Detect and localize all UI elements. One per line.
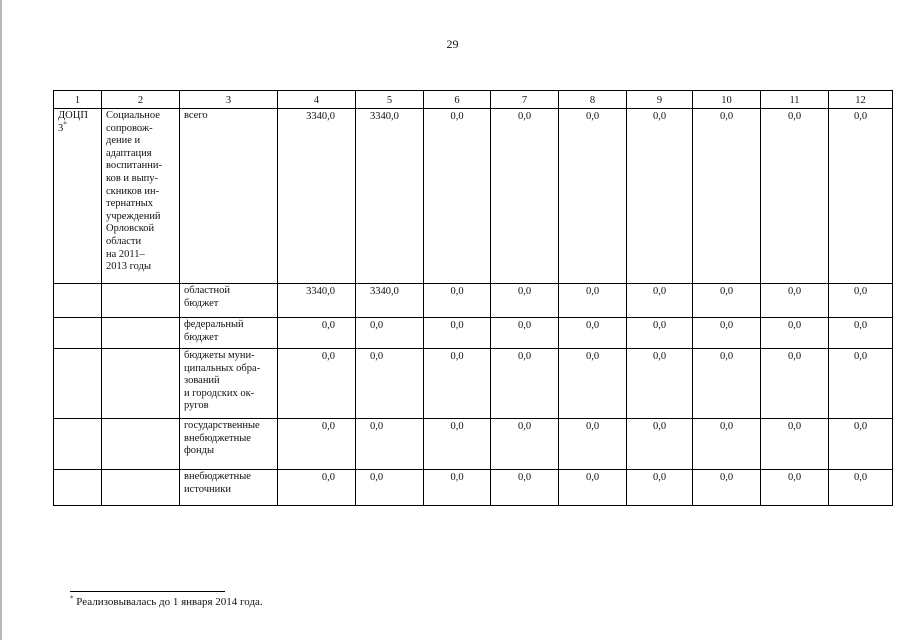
footnote-text: Реализовывалась до 1 января 2014 года. xyxy=(76,596,263,608)
value-cell-col-5: 0,0 xyxy=(356,419,424,470)
funding-source-line: внебюджетные xyxy=(184,432,251,444)
funding-source-line: ругов xyxy=(184,400,209,412)
column-header-5: 5 xyxy=(356,91,424,109)
value-cell-col-9: 0,0 xyxy=(627,470,693,506)
value-cell-col-8: 0,0 xyxy=(559,470,627,506)
program-name-line: учреждений xyxy=(106,210,161,222)
funding-source-cell xyxy=(180,470,278,506)
program-name-line: на 2011– xyxy=(106,248,145,260)
value-cell-col-9: 0,0 xyxy=(627,109,693,284)
value-cell-col-4: 3340,0 xyxy=(278,284,356,318)
value-cell-col-12: 0,0 xyxy=(829,109,893,284)
value-cell-col-12: 0,0 xyxy=(829,284,893,318)
funding-source-line: всего xyxy=(184,110,208,121)
column-header-2: 2 xyxy=(102,91,180,109)
value-cell-col-5: 0,0 xyxy=(356,470,424,506)
program-name-cell xyxy=(102,109,180,284)
program-name-line: Орловской xyxy=(106,223,155,235)
funding-source-line: и городских ок- xyxy=(184,387,255,399)
program-code-cell xyxy=(54,419,102,470)
value-cell-col-8: 0,0 xyxy=(559,349,627,419)
value-cell-col-10: 0,0 xyxy=(693,284,761,318)
program-name-cell xyxy=(102,318,180,349)
funding-source-cell xyxy=(180,284,278,318)
scan-edge-line xyxy=(0,0,2,640)
value-cell-col-4: 0,0 xyxy=(278,349,356,419)
funding-source-line: федеральный xyxy=(184,319,244,330)
header-row xyxy=(54,91,893,109)
value-cell-col-6: 0,0 xyxy=(424,284,491,318)
program-name-line: воспитанни- xyxy=(106,160,163,172)
value-cell-col-6: 0,0 xyxy=(424,419,491,470)
value-cell-col-11: 0,0 xyxy=(761,318,829,349)
value-cell-col-12: 0,0 xyxy=(829,419,893,470)
value-cell-col-10: 0,0 xyxy=(693,349,761,419)
value-cell-col-9: 0,0 xyxy=(627,284,693,318)
value-cell-col-7: 0,0 xyxy=(491,419,559,470)
column-header-9: 9 xyxy=(627,91,693,109)
program-code: ДОЦП 3 xyxy=(58,110,88,134)
column-header-6: 6 xyxy=(424,91,491,109)
value-cell-col-11: 0,0 xyxy=(761,470,829,506)
column-header-12: 12 xyxy=(829,91,893,109)
footnote-separator xyxy=(70,591,225,592)
funding-source-line: государственные xyxy=(184,420,260,431)
program-code-cell xyxy=(54,318,102,349)
value-cell-col-8: 0,0 xyxy=(559,318,627,349)
program-name-line: дение и xyxy=(106,135,141,147)
program-name-line: тернатных xyxy=(106,198,154,210)
value-cell-col-5: 3340,0 xyxy=(356,109,424,284)
row-federal-budget xyxy=(54,318,893,349)
program-code-cell xyxy=(54,109,102,284)
program-code-cell xyxy=(54,349,102,419)
value-cell-col-5: 0,0 xyxy=(356,349,424,419)
value-cell-col-10: 0,0 xyxy=(693,318,761,349)
value-cell-col-4: 0,0 xyxy=(278,470,356,506)
column-header-10: 10 xyxy=(693,91,761,109)
value-cell-col-6: 0,0 xyxy=(424,470,491,506)
funding-source-cell xyxy=(180,109,278,284)
row-offbudget-sources xyxy=(54,470,893,506)
value-cell-col-5: 3340,0 xyxy=(356,284,424,318)
program-name-line: ков и выпу- xyxy=(106,172,159,184)
value-cell-col-7: 0,0 xyxy=(491,284,559,318)
value-cell-col-9: 0,0 xyxy=(627,318,693,349)
funding-source-line: областной xyxy=(184,285,230,296)
funding-source-cell xyxy=(180,419,278,470)
column-header-3: 3 xyxy=(180,91,278,109)
funding-source-line: бюджет xyxy=(184,297,219,309)
program-name-cell xyxy=(102,349,180,419)
value-cell-col-8: 0,0 xyxy=(559,419,627,470)
program-name-cell xyxy=(102,470,180,506)
value-cell-col-9: 0,0 xyxy=(627,349,693,419)
value-cell-col-11: 0,0 xyxy=(761,349,829,419)
row-state-offbudget-funds xyxy=(54,419,893,470)
footnote-mark: * xyxy=(70,594,74,603)
program-code-cell xyxy=(54,470,102,506)
funding-source-line: внебюджетные xyxy=(184,471,251,482)
value-cell-col-12: 0,0 xyxy=(829,318,893,349)
funding-source-line: зований xyxy=(184,375,220,387)
value-cell-col-8: 0,0 xyxy=(559,109,627,284)
row-total xyxy=(54,109,893,284)
program-name-cell xyxy=(102,284,180,318)
column-header-11: 11 xyxy=(761,91,829,109)
column-header-4: 4 xyxy=(278,91,356,109)
value-cell-col-10: 0,0 xyxy=(693,470,761,506)
funding-source-cell xyxy=(180,349,278,419)
value-cell-col-7: 0,0 xyxy=(491,318,559,349)
funding-source-line: фонды xyxy=(184,445,215,457)
value-cell-col-11: 0,0 xyxy=(761,109,829,284)
value-cell-col-4: 0,0 xyxy=(278,419,356,470)
value-cell-col-8: 0,0 xyxy=(559,284,627,318)
footnote xyxy=(70,596,263,608)
column-header-1: 1 xyxy=(54,91,102,109)
value-cell-col-6: 0,0 xyxy=(424,109,491,284)
program-code-cell xyxy=(54,284,102,318)
row-municipal-budgets xyxy=(54,349,893,419)
value-cell-col-4: 3340,0 xyxy=(278,109,356,284)
value-cell-col-11: 0,0 xyxy=(761,419,829,470)
value-cell-col-4: 0,0 xyxy=(278,318,356,349)
page-number: 29 xyxy=(446,37,459,51)
value-cell-col-6: 0,0 xyxy=(424,318,491,349)
column-header-8: 8 xyxy=(559,91,627,109)
row-regional-budget xyxy=(54,284,893,318)
program-name-line: Социальное xyxy=(106,110,160,121)
program-name-line: 2013 годы xyxy=(106,261,152,273)
column-header-7: 7 xyxy=(491,91,559,109)
value-cell-col-7: 0,0 xyxy=(491,349,559,419)
value-cell-col-7: 0,0 xyxy=(491,109,559,284)
program-name-line: сопровож- xyxy=(106,122,153,134)
value-cell-col-12: 0,0 xyxy=(829,470,893,506)
program-name-line: скников ин- xyxy=(106,185,160,197)
program-code-footnote-mark: * xyxy=(63,120,67,129)
funding-source-line: бюджет xyxy=(184,331,219,343)
program-name-line: адаптация xyxy=(106,147,152,159)
funding-source-cell xyxy=(180,318,278,349)
funding-table xyxy=(53,90,893,506)
program-name-cell xyxy=(102,419,180,470)
value-cell-col-5: 0,0 xyxy=(356,318,424,349)
funding-source-line: бюджеты муни- xyxy=(184,350,255,361)
value-cell-col-6: 0,0 xyxy=(424,349,491,419)
value-cell-col-10: 0,0 xyxy=(693,419,761,470)
value-cell-col-10: 0,0 xyxy=(693,109,761,284)
program-name-line: области xyxy=(106,235,142,247)
funding-source-line: ципальных обра- xyxy=(184,362,261,374)
value-cell-col-7: 0,0 xyxy=(491,470,559,506)
value-cell-col-12: 0,0 xyxy=(829,349,893,419)
value-cell-col-9: 0,0 xyxy=(627,419,693,470)
value-cell-col-11: 0,0 xyxy=(761,284,829,318)
funding-source-line: источники xyxy=(184,483,231,495)
